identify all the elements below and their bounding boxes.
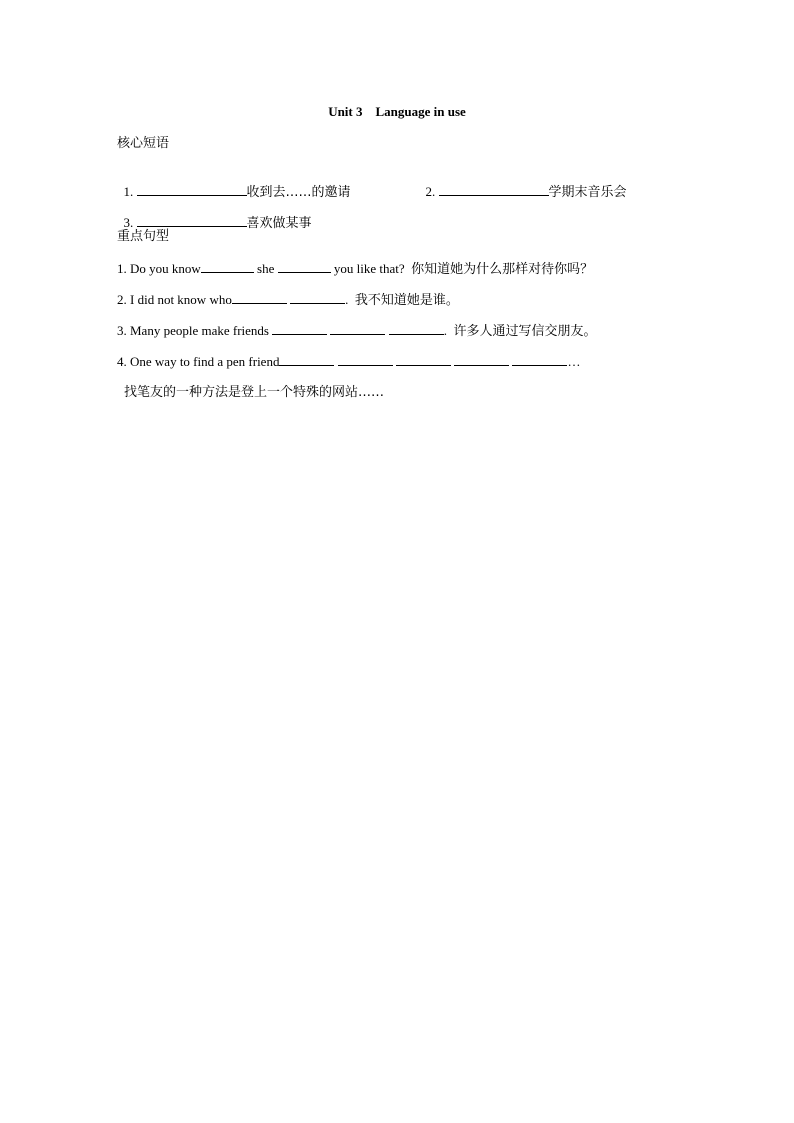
item-text: 喜欢做某事 [246,216,312,231]
item-number: 3. [123,215,134,230]
page-title: Unit 3 Language in use [328,104,466,119]
sentence-item-3 [117,322,597,340]
sentence-text: 4. One way to find a pen friend [117,354,280,369]
answer-blank[interactable] [278,260,331,273]
answer-blank[interactable] [137,183,247,196]
answer-blank[interactable] [330,322,385,335]
item-text: 收到去……的邀请 [246,185,351,200]
sentence-text: . [345,292,355,307]
sentence-text: … [567,354,581,369]
answer-blank[interactable] [272,322,327,335]
sentence-translation: 你知道她为什么那样对待你吗？ [411,262,594,277]
answer-blank[interactable] [439,183,549,196]
sentence-text: 3. Many people make friends [117,323,273,338]
answer-blank[interactable] [389,322,444,335]
answer-blank[interactable] [338,353,393,366]
sentence-item-1 [117,260,593,278]
item-number: 1. [123,184,134,199]
sentence-translation: 许多人通过写信交朋友。 [453,324,597,339]
answer-blank[interactable] [290,291,345,304]
answer-blank[interactable] [454,353,509,366]
answer-blank[interactable] [232,291,287,304]
sentence-text: you like that? [330,261,412,276]
answer-blank[interactable] [512,353,567,366]
sentence-text: 1. Do you know [117,261,201,276]
phrase-item-3 [117,198,312,232]
sentence-text: 2. I did not know who [117,292,232,307]
sentence-item-2 [117,291,459,309]
sentence-text: she [253,261,278,276]
section-heading-phrases: 核心短语 [117,136,170,151]
sentence-4-translation: 找笔友的一种方法是登上一个特殊的网站…… [124,385,385,400]
sentence-text: . [443,323,454,338]
answer-blank[interactable] [201,260,254,273]
section-heading-sentences: 重点句型 [117,229,170,244]
answer-blank[interactable] [137,214,247,227]
answer-blank[interactable] [279,353,334,366]
phrase-item-1 [117,167,351,201]
answer-blank[interactable] [396,353,451,366]
item-number: 2. [425,184,436,199]
sentence-translation: 我不知道她是谁。 [354,293,459,308]
phrase-item-2 [419,167,627,201]
sentence-item-4 [117,353,580,370]
item-text: 学期末音乐会 [548,185,627,200]
